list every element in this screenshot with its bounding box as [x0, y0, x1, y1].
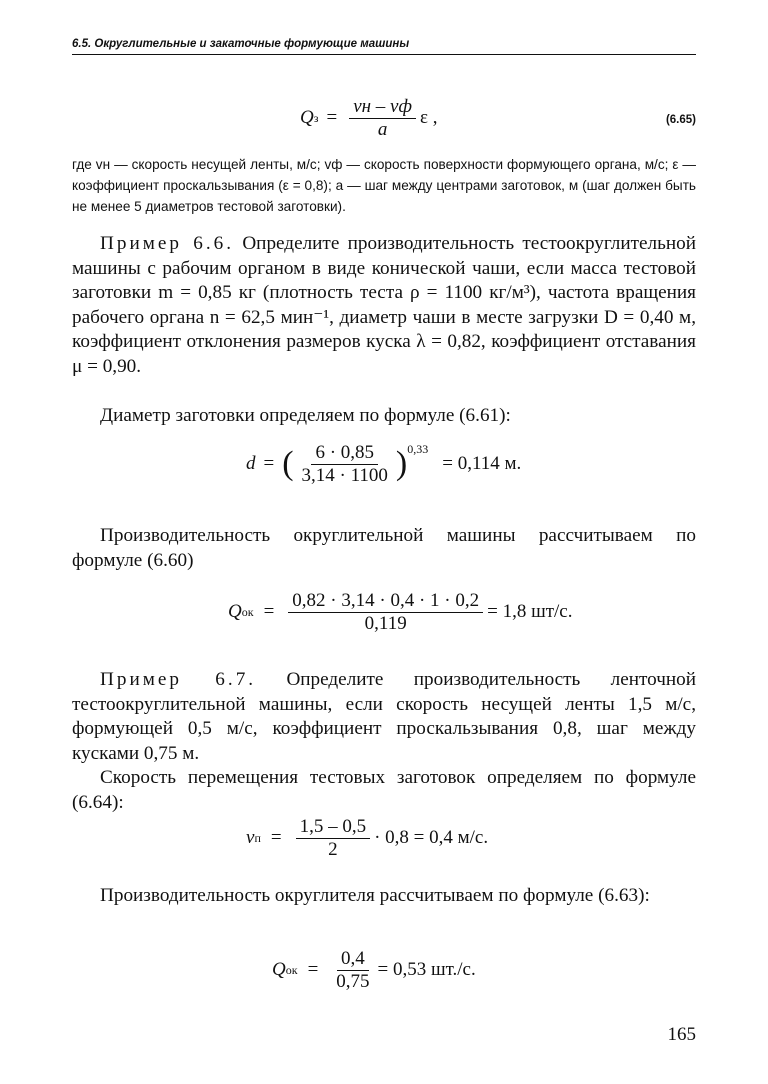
- eq-lhs-sub: з: [313, 110, 319, 125]
- running-header: 6.5. Округлительные и закаточные формующие машины: [72, 38, 696, 55]
- exponent: 0,33: [407, 442, 429, 456]
- fraction: [296, 816, 371, 861]
- fraction-denominator: 0,75: [336, 970, 370, 992]
- eq-lhs-sub: ок: [241, 604, 254, 619]
- page-number: 165: [667, 1024, 696, 1045]
- equation-productivity: [228, 590, 572, 635]
- fraction-denominator: 3,14 · 1100: [301, 464, 388, 486]
- eq-result: = 1,8 шт/с.: [487, 601, 573, 623]
- example-6-6: [72, 232, 696, 379]
- fraction: [288, 590, 483, 635]
- eq-lhs: d: [246, 453, 256, 475]
- fraction-numerator: 0,4: [337, 948, 369, 971]
- paragraph-rounder: Производительность округлителя рассчитываем по формуле (6.63):: [100, 885, 650, 906]
- fraction-numerator: 6 · 0,85: [311, 442, 378, 465]
- eq-lhs: Q: [228, 601, 242, 623]
- eq-lhs-sub: п: [254, 830, 261, 845]
- eq-result: = 0,53 шт./с.: [377, 959, 476, 981]
- fraction-numerator: 0,82 · 3,14 · 0,4 · 1 · 0,2: [288, 590, 483, 613]
- equation-rounder: [272, 948, 476, 993]
- eq-sign: =: [263, 453, 275, 475]
- equation-number: (6.65): [665, 114, 696, 126]
- eq-sign: =: [263, 601, 275, 623]
- eq-result: = 0,114 м.: [442, 453, 522, 475]
- fraction: [298, 442, 392, 487]
- equation-6-65: [300, 96, 437, 141]
- eq-sign: =: [270, 827, 282, 849]
- example-text: Определите производительность тестоокруглительной машины с рабочим органом в виде конической чаши, если масса тестовой заготовки m = 0,85 кг (плотность теста ρ = 1100 кг/м³), частота вращения рабочего органа n = 62,5 мин⁻¹, диаметр чаши в месте загрузки D = 0,40 м, коэффициент отклонения размеров куска λ = 0,82, коэффициент отставания μ = 0,90.: [72, 233, 696, 377]
- paragraph-productivity: Производительность округлительной машины рассчитываем по формуле (6.60): [72, 525, 696, 571]
- example-label: Пример 6.6.: [100, 233, 235, 254]
- fraction-denominator: a: [377, 118, 388, 140]
- eq-lhs: v: [246, 827, 255, 849]
- fraction-numerator: vн – vф: [349, 96, 416, 119]
- eq-lhs: Q: [300, 107, 314, 129]
- paragraph-diameter: Диаметр заготовки определяем по формуле (6.61):: [100, 405, 511, 426]
- example-text: Определите производительность ленточной тестоокруглительной машины, если скорость несущей ленты 1,5 м/с, формующей 0,5 м/с, коэффициент проскальзывания 0,8, шаг между кусками 0,75 м.: [72, 669, 696, 764]
- variable-definitions: где vн — скорость несущей ленты, м/с; vф — скорость поверхности формующего органа, м/с; ε — коэффициент проскальзывания (ε = 0,8); a — шаг между центрами заготовок, м (шаг должен быть не менее 5 диаметров тестовой заготовки).: [72, 157, 696, 214]
- fraction: [332, 948, 373, 993]
- eq-lhs: Q: [272, 959, 286, 981]
- eq-sign: =: [307, 959, 319, 981]
- example-label: Пример 6.7.: [100, 669, 257, 690]
- equation-speed: [246, 816, 488, 861]
- eq-multiplier: ε ,: [419, 107, 438, 129]
- fraction-numerator: 1,5 – 0,5: [296, 816, 371, 839]
- eq-sign: =: [326, 107, 338, 129]
- paragraph-speed: Скорость перемещения тестовых заготовок определяем по формуле (6.64):: [72, 767, 696, 813]
- fraction-denominator: 0,119: [364, 612, 407, 634]
- equation-diameter: [246, 442, 521, 487]
- fraction-denominator: 2: [328, 838, 338, 860]
- right-paren: ): [395, 445, 408, 483]
- fraction: [349, 96, 416, 141]
- example-6-7: [72, 668, 696, 766]
- eq-result: · 0,8 = 0,4 м/с.: [374, 827, 489, 849]
- eq-lhs-sub: ок: [285, 962, 298, 977]
- left-paren: (: [282, 445, 294, 483]
